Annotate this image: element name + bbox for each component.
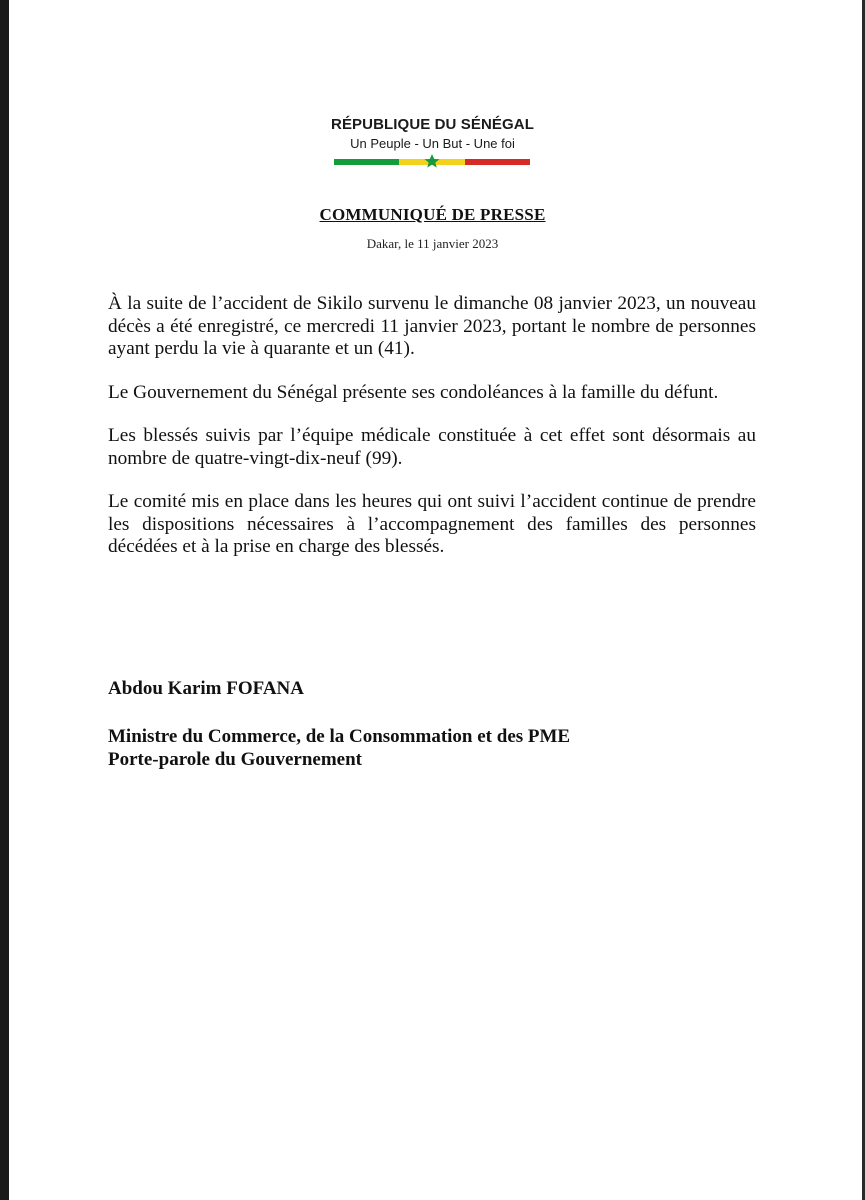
flag-green-stripe [334, 159, 399, 165]
flag-star-icon [425, 154, 440, 168]
letterhead [0, 116, 865, 151]
body-paragraph: Le Gouvernement du Sénégal présente ses condoléances à la famille du défunt. [108, 381, 719, 403]
body-paragraph: Le comité mis en place dans les heures qui ont suivi l’accident continue de prendre les dispositions nécessaires à l’accompagnement des familles des personnes décédées et à la prise en charge des blessés. [108, 491, 756, 557]
document-date: Dakar, le 11 janvier 2023 [366, 236, 499, 251]
signatory-name: Abdou Karim FOFANA [108, 678, 304, 699]
republic-title: RÉPUBLIQUE DU SÉNÉGAL [331, 116, 534, 133]
page-edge-left [0, 0, 9, 1200]
signatory-role [108, 726, 788, 771]
body-paragraph: Les blessés suivis par l’équipe médicale constituée à cet effet sont désormais au nombre de quatre-vingt-dix-neuf (99). [108, 425, 756, 469]
body-paragraph: À la suite de l’accident de Sikilo survenu le dimanche 08 janvier 2023, un nouveau décès a été enregistré, ce mercredi 11 janvier 2023, portant le nombre de personnes ayant perdu la vie à quarante et un (41). [108, 293, 756, 359]
signatory-role-line: Porte-parole du Gouvernement [108, 748, 362, 770]
document-title: COMMUNIQUÉ DE PRESSE [319, 205, 546, 224]
flag-band-icon [334, 154, 530, 168]
signatory-role-line: Ministre du Commerce, de la Consommation et des PME [108, 726, 571, 747]
national-motto: Un Peuple - Un But - Une foi [350, 136, 515, 151]
flag-red-stripe [465, 159, 530, 165]
document-body [108, 293, 756, 580]
